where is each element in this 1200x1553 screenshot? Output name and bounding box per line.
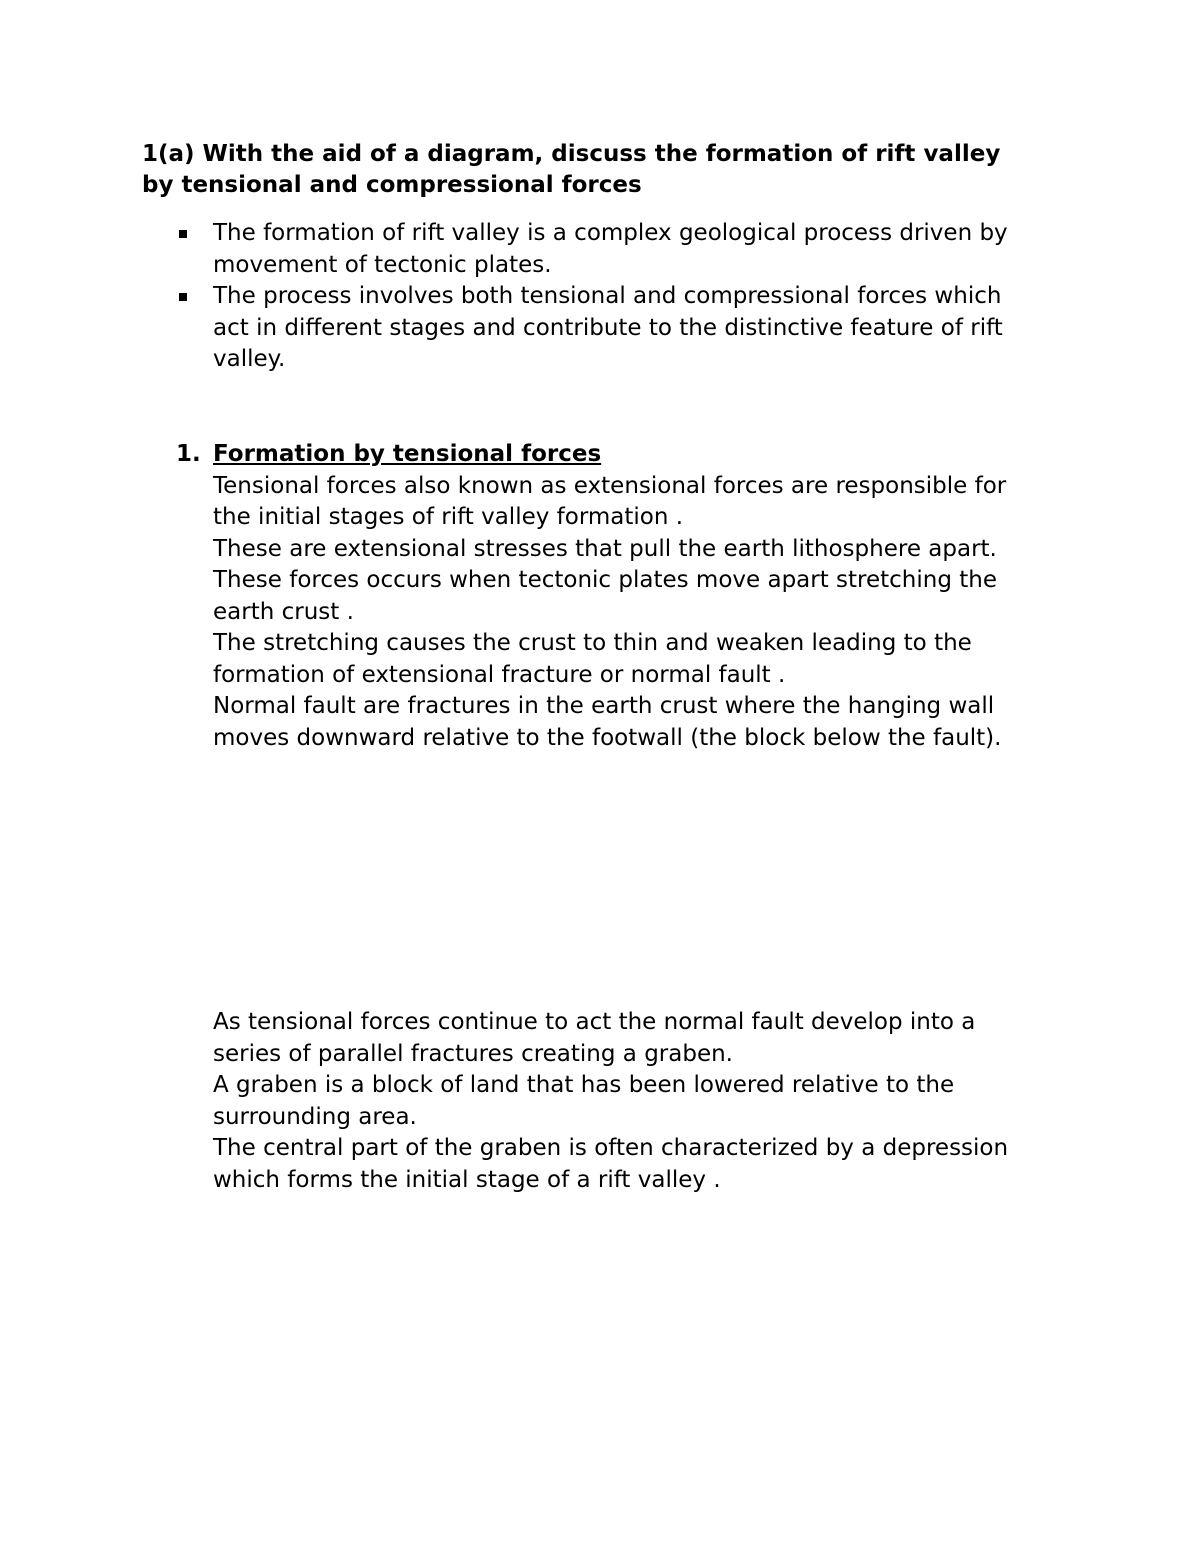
paragraph-line: surrounding area. xyxy=(213,1103,417,1130)
bullet-item xyxy=(142,218,1062,281)
bullet-item xyxy=(142,281,1062,376)
paragraph-line: The stretching causes the crust to thin and weaken leading to the xyxy=(213,630,972,656)
bullet-text-line: The process involves both tensional and compressional forces which xyxy=(213,283,1002,309)
section-number: 1. xyxy=(176,441,201,467)
square-bullet-icon xyxy=(179,230,187,238)
paragraph-line: series of parallel fractures creating a graben. xyxy=(213,1040,733,1067)
paragraph-line: A graben is a block of land that has been lowered relative to the xyxy=(213,1072,955,1098)
paragraph-line: As tensional forces continue to act the normal fault develop into a xyxy=(213,1009,976,1035)
paragraph-line: moves downward relative to the footwall (the block below the fault). xyxy=(213,724,1002,751)
question-heading xyxy=(142,139,1062,201)
paragraph-line: formation of extensional fracture or normal fault . xyxy=(213,661,786,688)
intro-bullet-list xyxy=(142,218,1062,376)
paragraph-line: Normal fault are fractures in the earth crust where the hanging wall xyxy=(213,693,995,719)
paragraph-line: which forms the initial stage of a rift valley . xyxy=(213,1166,721,1193)
paragraph-line: The central part of the graben is often characterized by a depression xyxy=(213,1135,1009,1161)
bullet-text-line: movement of tectonic plates. xyxy=(213,251,552,278)
paragraph-line: These forces occurs when tectonic plates move apart stretching the xyxy=(213,567,998,593)
paragraph-line: These are extensional stresses that pull the earth lithosphere apart. xyxy=(213,535,997,562)
square-bullet-icon xyxy=(179,293,187,301)
section-title-text: Formation by tensional forces xyxy=(213,441,602,467)
section-title xyxy=(142,439,1062,471)
paragraph-line: the initial stages of rift valley formation . xyxy=(213,504,684,530)
paragraph-line: earth crust . xyxy=(213,598,354,625)
bullet-text-line: valley. xyxy=(213,346,286,372)
section-tensional-forces xyxy=(142,439,1062,754)
bullet-text-line: The formation of rift valley is a complex geological process driven by xyxy=(213,220,1008,246)
paragraph-line: Tensional forces also known as extensional forces are responsible for xyxy=(213,472,1007,499)
section-graben-paragraph xyxy=(142,1007,1062,1196)
heading-line: 1(a) With the aid of a diagram, discuss the formation of rift valley xyxy=(142,141,1001,167)
heading-line: by tensional and compressional forces xyxy=(142,172,642,198)
bullet-text-line: act in different stages and contribute to the distinctive feature of rift xyxy=(213,314,1003,341)
